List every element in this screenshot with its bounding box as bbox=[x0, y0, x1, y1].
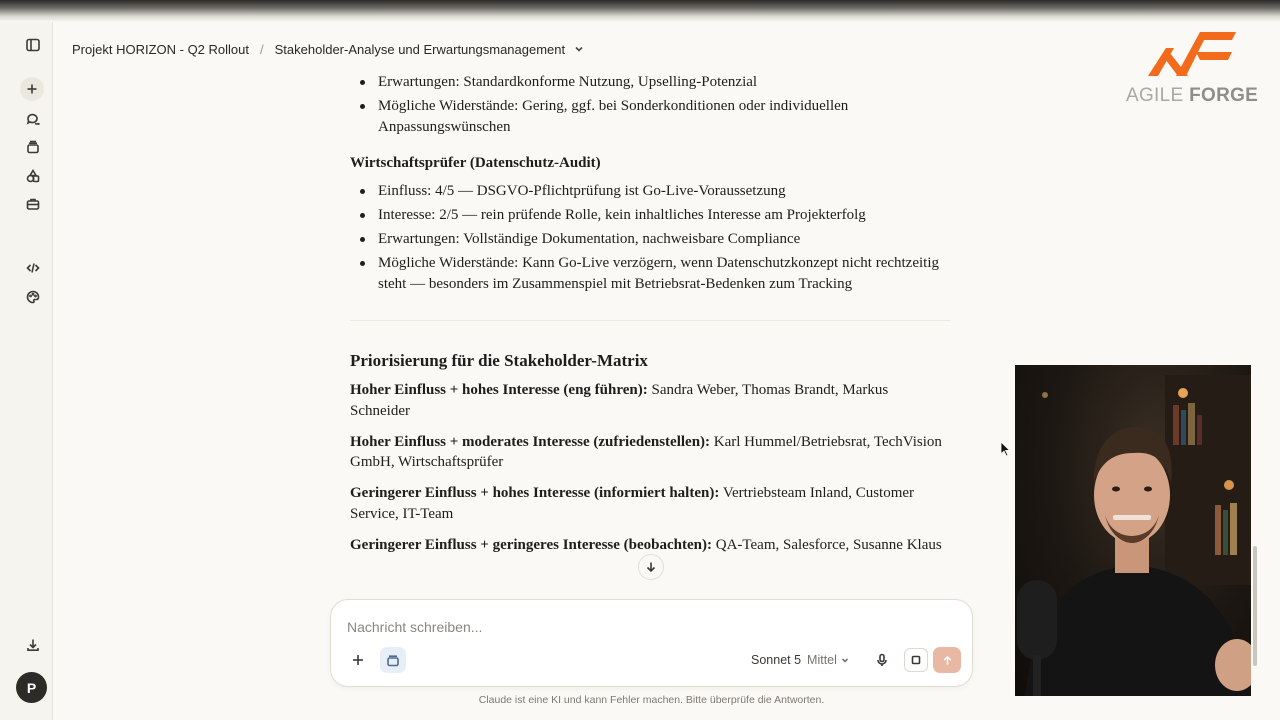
matrix-label: Geringerer Einfluss + hohes Interesse (informiert halten): bbox=[350, 485, 720, 501]
model-name: Sonnet 5 bbox=[751, 653, 802, 667]
matrix-text: QA-Team, Salesforce, Susanne Klaus bbox=[711, 536, 942, 553]
section-heading: Wirtschaftsprüfer (Datenschutz-Audit) bbox=[350, 155, 601, 171]
palette-icon bbox=[26, 290, 40, 304]
matrix-text: Karl Hummel/Betriebsrat, TechVision GmbH, Wirtschaftsprüfer bbox=[350, 433, 942, 470]
avatar-initial: P bbox=[26, 679, 37, 696]
matrix-paragraph bbox=[350, 380, 950, 421]
palette-button[interactable] bbox=[20, 284, 46, 310]
breadcrumb-separator: / bbox=[260, 41, 264, 57]
message-input[interactable] bbox=[347, 616, 927, 638]
new-chat-icon bbox=[25, 82, 39, 96]
tools-button[interactable] bbox=[20, 191, 46, 217]
ai-disclaimer: Claude ist eine KI und kann Fehler machen. Bitte überprüfe die Antworten. bbox=[478, 694, 825, 706]
window-top-edge bbox=[0, 0, 1280, 22]
agile-forge-logo-mark bbox=[1148, 28, 1238, 78]
list-item: Erwartungen: Standardkonforme Nutzung, Upselling-Potenzial bbox=[350, 72, 950, 93]
matrix-paragraph bbox=[350, 483, 950, 524]
add-attachment-button[interactable] bbox=[345, 647, 371, 673]
chats-button[interactable] bbox=[20, 106, 46, 132]
model-selector[interactable] bbox=[751, 653, 849, 667]
matrix-label: Geringerer Einfluss + geringeres Interesse (beobachten): bbox=[350, 536, 712, 553]
presenter-webcam bbox=[1015, 365, 1251, 696]
chevron-down-icon bbox=[841, 656, 849, 664]
list-item: Interesse: 2/5 — rein prüfende Rolle, kein inhaltliches Interesse am Projekterfolg bbox=[350, 205, 950, 226]
user-avatar[interactable] bbox=[16, 672, 47, 703]
sidebar-toggle-button[interactable] bbox=[20, 32, 46, 58]
matrix-paragraph bbox=[350, 432, 950, 473]
stop-button[interactable] bbox=[904, 648, 928, 672]
breadcrumb-conversation-title[interactable]: Stakeholder-Analyse und Erwartungsmanagement bbox=[274, 41, 566, 57]
agile-forge-logo-text: AGILE FORGE bbox=[1126, 85, 1259, 106]
bullet-list bbox=[350, 181, 950, 294]
list-item: Mögliche Widerstände: Kann Go-Live verzögern, wenn Datenschutzkonzept nicht rechtzeitig steht — besonders im Zusammenspiel mit Betriebsrat-Bedenken zum Tracking bbox=[350, 253, 950, 294]
stop-icon bbox=[911, 655, 921, 665]
tools-icon bbox=[386, 653, 400, 667]
matrix-label: Hoher Einfluss + hohes Interesse (eng führen): bbox=[350, 382, 648, 398]
breadcrumb bbox=[72, 40, 584, 58]
message-composer bbox=[330, 599, 973, 687]
matrix-text: Vertriebsteam Inland, Customer Service, IT-Team bbox=[350, 485, 915, 522]
download-button[interactable] bbox=[20, 632, 46, 658]
list-item: Erwartungen: Vollständige Dokumentation, nachweisbare Compliance bbox=[350, 229, 950, 250]
send-icon bbox=[942, 655, 953, 666]
prev-bullet-list bbox=[350, 72, 950, 137]
breadcrumb-project[interactable]: Projekt HORIZON - Q2 Rollout bbox=[72, 41, 249, 57]
microphone-icon bbox=[875, 653, 889, 667]
left-sidebar-rail bbox=[0, 22, 53, 720]
plus-icon bbox=[351, 653, 365, 667]
matrix-heading: Priorisierung für die Stakeholder-Matrix bbox=[350, 351, 648, 370]
new-chat-button[interactable] bbox=[20, 77, 44, 101]
code-icon bbox=[26, 261, 40, 275]
divider bbox=[350, 320, 950, 321]
scroll-to-bottom-button[interactable] bbox=[638, 554, 664, 580]
sidebar-toggle-icon bbox=[26, 38, 40, 52]
scrollbar-thumb[interactable] bbox=[1253, 546, 1257, 666]
code-button[interactable] bbox=[20, 255, 46, 281]
mouse-cursor-icon bbox=[1000, 441, 1010, 457]
arrow-down-icon bbox=[645, 561, 657, 573]
artifacts-icon bbox=[26, 169, 40, 183]
projects-icon bbox=[26, 140, 40, 154]
matrix-text: Sandra Weber, Thomas Brandt, Markus Schneider bbox=[350, 382, 889, 419]
download-icon bbox=[26, 638, 40, 652]
chevron-down-icon[interactable] bbox=[574, 44, 584, 54]
presenter-video bbox=[1015, 365, 1251, 696]
list-item: Mögliche Widerstände: Gering, ggf. bei Sonderkonditionen oder individuellen Anpassungswünschen bbox=[350, 96, 950, 137]
artifacts-button[interactable] bbox=[20, 163, 46, 189]
matrix-label: Hoher Einfluss + moderates Interesse (zufriedenstellen): bbox=[350, 433, 711, 450]
agile-forge-logo bbox=[1120, 28, 1259, 108]
matrix-paragraph bbox=[350, 535, 950, 556]
voice-input-button[interactable] bbox=[869, 647, 895, 673]
message-content bbox=[350, 72, 950, 599]
tools-icon bbox=[26, 197, 40, 211]
composer-tools-button[interactable] bbox=[380, 647, 406, 673]
send-button[interactable] bbox=[933, 647, 961, 673]
projects-button[interactable] bbox=[20, 134, 46, 160]
effort-level: Mittel bbox=[807, 653, 837, 667]
chats-icon bbox=[26, 112, 40, 126]
list-item: Einfluss: 4/5 — DSGVO-Pflichtprüfung ist Go-Live-Voraussetzung bbox=[350, 181, 950, 202]
